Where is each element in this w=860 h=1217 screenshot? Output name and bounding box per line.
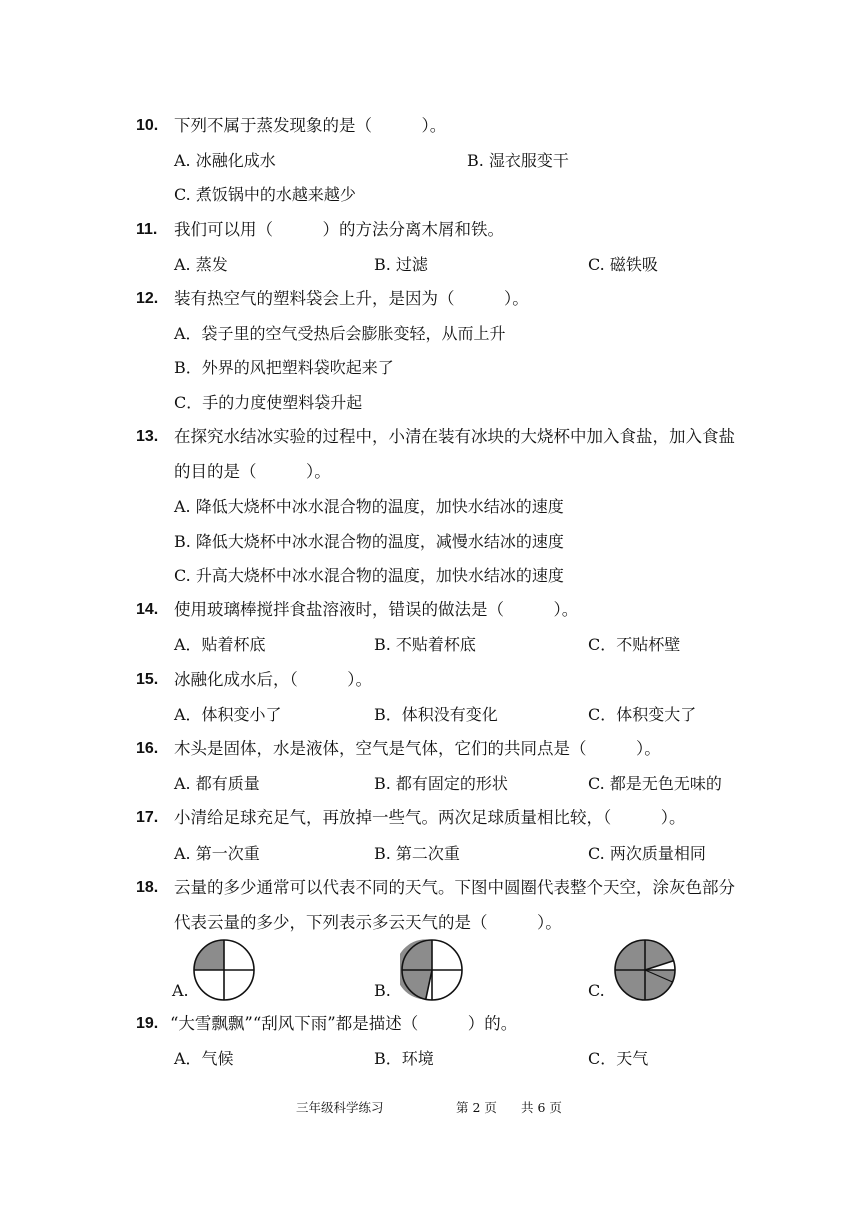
option-a: A. 蒸发 — [174, 255, 228, 274]
footer-title: 三年级科学练习 — [296, 1100, 384, 1115]
question-number: 11. — [136, 221, 158, 238]
footer-page-number: 第 2 页 — [456, 1100, 497, 1115]
option-c: C．天气 — [588, 1049, 649, 1068]
question-number: 12. — [136, 290, 159, 307]
option-c: C. 升高大烧杯中冰水混合物的温度，加快水结冰的速度 — [174, 566, 564, 585]
option-c: C. — [588, 981, 605, 1000]
question-number: 15. — [136, 671, 159, 688]
question-text: “大雪飘飘”“刮风下雨”都是描述（ ）的。 — [170, 1014, 518, 1033]
option-a: A. 冰融化成水 — [174, 151, 276, 170]
question-text: 我们可以用（ ）的方法分离木屑和铁。 — [174, 220, 504, 239]
footer-page-total: 共 6 页 — [521, 1100, 562, 1115]
option-a: A．贴着杯底 — [174, 635, 266, 654]
option-a: A．体积变小了 — [174, 705, 282, 724]
question-text: 小清给足球充足气，再放掉一些气。两次足球质量相比较，（ ）。 — [174, 808, 686, 827]
option-b: B. 不贴着杯底 — [374, 635, 476, 654]
cloud-cover-diagram-b — [400, 938, 464, 1002]
option-c: C. 煮饭锅中的水越来越少 — [174, 185, 356, 204]
option-a: A. — [172, 981, 189, 1000]
question-text-continued: 的目的是（ ）。 — [174, 462, 331, 481]
question-number: 14. — [136, 601, 159, 618]
question-text: 装有热空气的塑料袋会上升，是因为（ ）。 — [174, 289, 529, 308]
option-c: C. 都是无色无味的 — [588, 774, 722, 793]
question-text: 下列不属于蒸发现象的是（ ）。 — [174, 116, 447, 135]
question-text: 在探究水结冰实验的过程中，小清在装有冰块的大烧杯中加入食盐，加入食盐 — [174, 427, 735, 446]
question-number: 17. — [136, 809, 159, 826]
option-a: A．气候 — [174, 1049, 234, 1068]
cloud-cover-diagram-a — [192, 938, 256, 1002]
option-b: B. 湿衣服变干 — [467, 151, 569, 170]
question-number: 10. — [136, 117, 159, 134]
option-b: B．环境 — [374, 1049, 434, 1068]
question-text-continued: 代表云量的多少，下列表示多云天气的是（ ）。 — [174, 913, 562, 932]
question-number: 16. — [136, 740, 159, 757]
option-b: B. 都有固定的形状 — [374, 774, 508, 793]
option-c: C. 磁铁吸 — [588, 255, 658, 274]
option-c: C．手的力度使塑料袋升起 — [174, 393, 363, 412]
option-b: B. 降低大烧杯中冰水混合物的温度，减慢水结冰的速度 — [174, 532, 564, 551]
question-number: 19. — [136, 1015, 159, 1032]
option-b: B. — [374, 981, 391, 1000]
option-c: C．体积变大了 — [588, 705, 697, 724]
option-a: A. 都有质量 — [174, 774, 260, 793]
cloud-cover-diagram-c — [613, 938, 677, 1002]
option-a: A. 降低大烧杯中冰水混合物的温度，加快水结冰的速度 — [174, 497, 564, 516]
question-text: 木头是固体，水是液体，空气是气体，它们的共同点是（ ）。 — [174, 739, 661, 758]
option-b: B. 过滤 — [374, 255, 428, 274]
option-c: C. 两次质量相同 — [588, 844, 706, 863]
option-a: A. 第一次重 — [174, 844, 260, 863]
option-b: B．体积没有变化 — [374, 705, 498, 724]
question-text: 冰融化成水后，（ ）。 — [174, 670, 372, 689]
question-number: 18. — [136, 879, 159, 896]
question-text: 使用玻璃棒搅拌食盐溶液时，错误的做法是（ ）。 — [174, 600, 579, 619]
question-text: 云量的多少通常可以代表不同的天气。下图中圆圈代表整个天空，涂灰色部分 — [174, 878, 735, 897]
option-a: A．袋子里的空气受热后会膨胀变轻，从而上升 — [174, 324, 506, 343]
question-number: 13. — [136, 428, 159, 445]
option-c: C．不贴杯壁 — [588, 635, 681, 654]
option-b: B. 第二次重 — [374, 844, 460, 863]
option-b: B．外界的风把塑料袋吹起来了 — [174, 358, 394, 377]
